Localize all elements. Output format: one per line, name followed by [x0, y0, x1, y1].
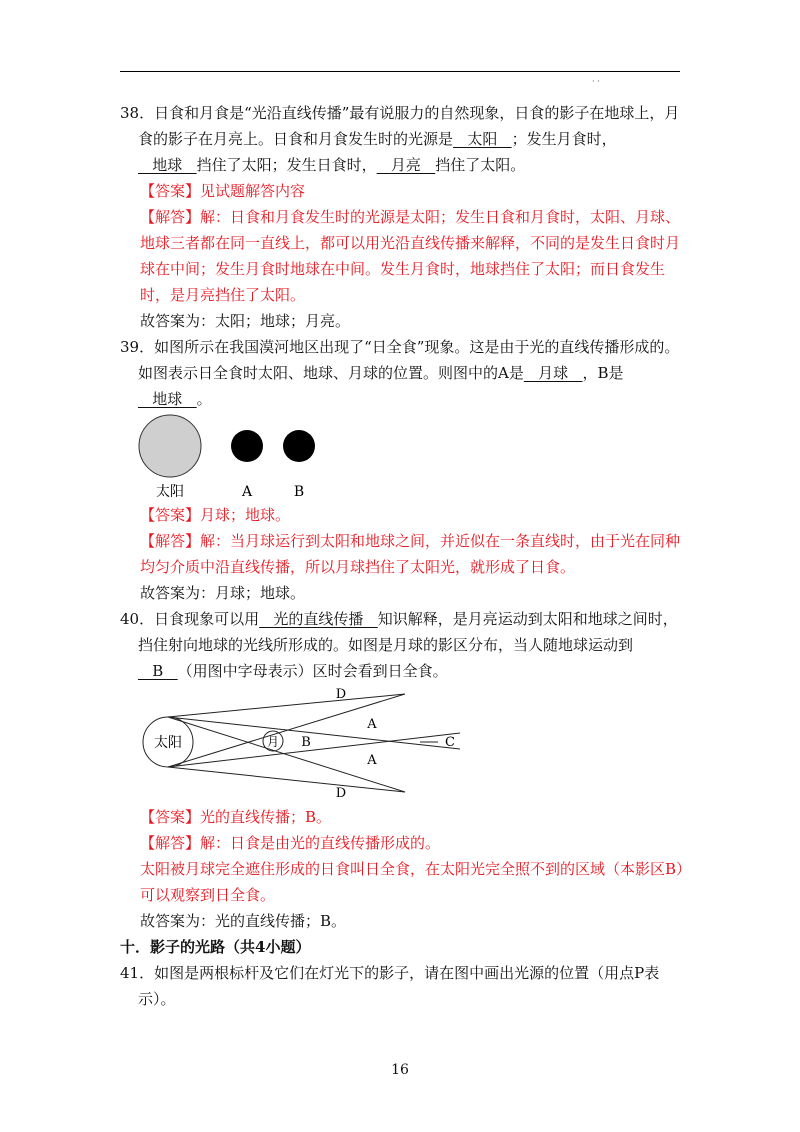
page-number: 16 — [391, 1062, 409, 1078]
eclipse-position-svg — [120, 412, 380, 502]
answer-blank: B — [138, 662, 178, 680]
body-b-circle — [283, 430, 315, 462]
ray-lower-inner — [168, 733, 460, 767]
label-b: B — [301, 735, 311, 750]
answer-40: 【答案】光的直线传播；B。 — [140, 808, 332, 826]
sun-circle — [139, 415, 201, 477]
body-a-circle — [231, 430, 263, 462]
final-answer-39: 故答案为：月球；地球。 — [140, 584, 306, 602]
answer-blank: 地球 — [138, 156, 197, 174]
section-heading: 十．影子的光路（共4小题） — [120, 938, 311, 956]
eclipse-position-figure — [120, 412, 686, 502]
answer-blank: 光的直线传播 — [259, 610, 378, 628]
ray-upper-outer — [168, 694, 405, 717]
label-a: A — [241, 484, 253, 500]
analysis-39: 【解答】解：当月球运行到太阳和地球之间，并近似在一条直线时，由于光在同种均匀介质中沿直线传播，所以月球挡住了太阳光，就形成了日食。 — [140, 532, 681, 576]
moon-shadow-svg — [120, 684, 480, 804]
answer-38: 【答案】见试题解答内容 — [140, 182, 306, 200]
label-d-top: D — [335, 687, 347, 702]
document-body — [120, 100, 686, 1012]
moon-shadow-figure — [120, 684, 686, 804]
question-41: 41．如图是两根标杆及它们在灯光下的影子，请在图中画出光源的位置（用点P表示）。 — [120, 964, 660, 1008]
header-dots: · · — [592, 77, 600, 86]
question-39: 39．如图所示在我国漠河地区出现了“日全食”现象。这是由于光的直线传播形成的。如图表示日全食时太阳、地球、月球的位置。则图中的A是 月球 ，B是 地球 。 — [120, 338, 680, 408]
answer-39: 【答案】月球；地球。 — [140, 506, 291, 524]
label-a-bottom: A — [367, 753, 377, 768]
sun-label: 太阳 — [156, 484, 184, 500]
label-c: C — [445, 735, 455, 750]
moon-label: 月 — [266, 735, 280, 749]
final-answer-40: 故答案为：光的直线传播；B。 — [140, 912, 347, 930]
analysis-40-b: 太阳被月球完全遮住形成的日食叫日全食，在太阳光完全照不到的区域（本影区B）可以观察到日全食。 — [140, 860, 684, 904]
ray-lower-outer — [168, 767, 405, 792]
answer-blank: 月亮 — [376, 156, 436, 174]
final-answer-38: 故答案为：太阳；地球；月亮。 — [140, 312, 351, 330]
sun-label: 太阳 — [154, 735, 182, 751]
question-38: 38．日食和月食是“光沿直线传播”最有说服力的自然现象，日食的影子在地球上，月食的影子在月亮上。日食和月食发生时的光源是 太阳 ；发生月食时， 地球 挡住了太阳；发生日食时， 月亮 挡住了太阳。 — [120, 104, 680, 174]
question-number: 38． — [120, 104, 155, 122]
analysis-40-a: 【解答】解：日食是由光的直线传播形成的。 — [140, 834, 441, 852]
label-b: B — [293, 484, 305, 500]
answer-blank: 月球 — [523, 364, 583, 382]
label-a-top: A — [367, 717, 377, 732]
question-number: 39． — [120, 338, 155, 356]
question-number: 41． — [120, 964, 155, 982]
answer-blank: 地球 — [138, 390, 197, 408]
label-d-bottom: D — [335, 786, 347, 801]
question-number: 40． — [120, 610, 155, 628]
answer-blank: 太阳 — [453, 130, 512, 148]
header-rule — [120, 71, 680, 72]
question-40: 40．日食现象可以用 光的直线传播 知识解释，是月亮运动到太阳和地球之间时，挡住射向地球的光线所形成的。如图是月球的影区分布，当人随地球运动到 B （用图中字母表示）区时会看到日全食。 — [120, 610, 678, 680]
analysis-38: 【解答】解：日食和月食发生时的光源是太阳；发生日食和月食时，太阳、月球、地球三者都在同一直线上，都可以用光沿直线传播来解释，不同的是发生日食时月球在中间；发生月食时地球在中间。发生月食时，地球挡住了太阳；而日食发生时，是月亮挡住了太阳。 — [140, 208, 681, 304]
